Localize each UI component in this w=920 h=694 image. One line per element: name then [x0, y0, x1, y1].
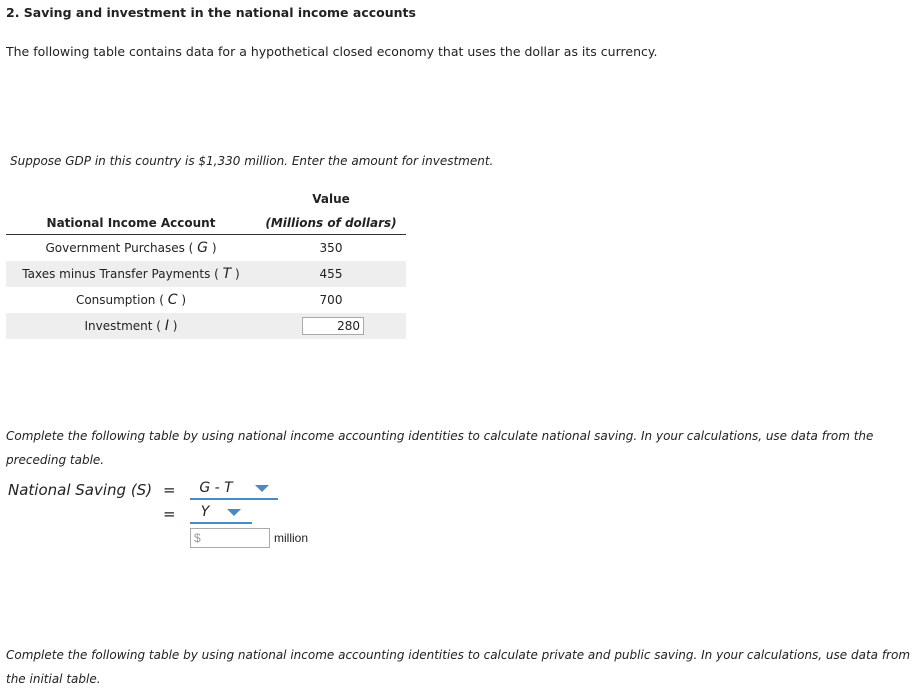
equals-sign: = [163, 505, 176, 523]
unit-label: million [274, 531, 309, 545]
prompt-national-saving: Complete the following table by using national income accounting identities to calculate national saving. In your calculations, use data from the preceding table. [6, 429, 874, 467]
variable-dropdown[interactable]: Y [190, 504, 252, 524]
table-row: Investment ( I ) 280 [6, 313, 406, 339]
table-row: Taxes minus Transfer Payments ( T ) 455 [6, 261, 406, 287]
prompt-private-public-saving: Complete the following table by using national income accounting identities to calculate private and public saving. In your calculations, use data from the initial table. [6, 648, 911, 686]
value-header: Value [312, 192, 350, 206]
account-header: National Income Account [6, 212, 256, 235]
dropdown-arrow-icon [227, 509, 241, 516]
prompt-investment: Suppose GDP in this country is $1,330 million. Enter the amount for investment. [10, 154, 494, 168]
investment-input[interactable]: 280 [302, 317, 364, 335]
table-row: Government Purchases ( G ) 350 [45, 240, 343, 256]
section-title: 2. Saving and investment in the national income accounts [6, 5, 416, 20]
table-row: Consumption ( C ) 700 [75, 292, 343, 308]
national-saving-label: National Saving (S) [8, 481, 153, 499]
national-saving-input[interactable]: $ [190, 528, 270, 548]
value-subheader: (Millions of dollars) [256, 212, 406, 235]
formula-dropdown[interactable]: G - T [190, 480, 278, 500]
income-table [6, 186, 406, 339]
equals-sign: = [163, 481, 176, 499]
dropdown-arrow-icon [255, 485, 269, 492]
intro-text: The following table contains data for a hypothetical closed economy that uses the dollar as its currency. [6, 44, 658, 59]
